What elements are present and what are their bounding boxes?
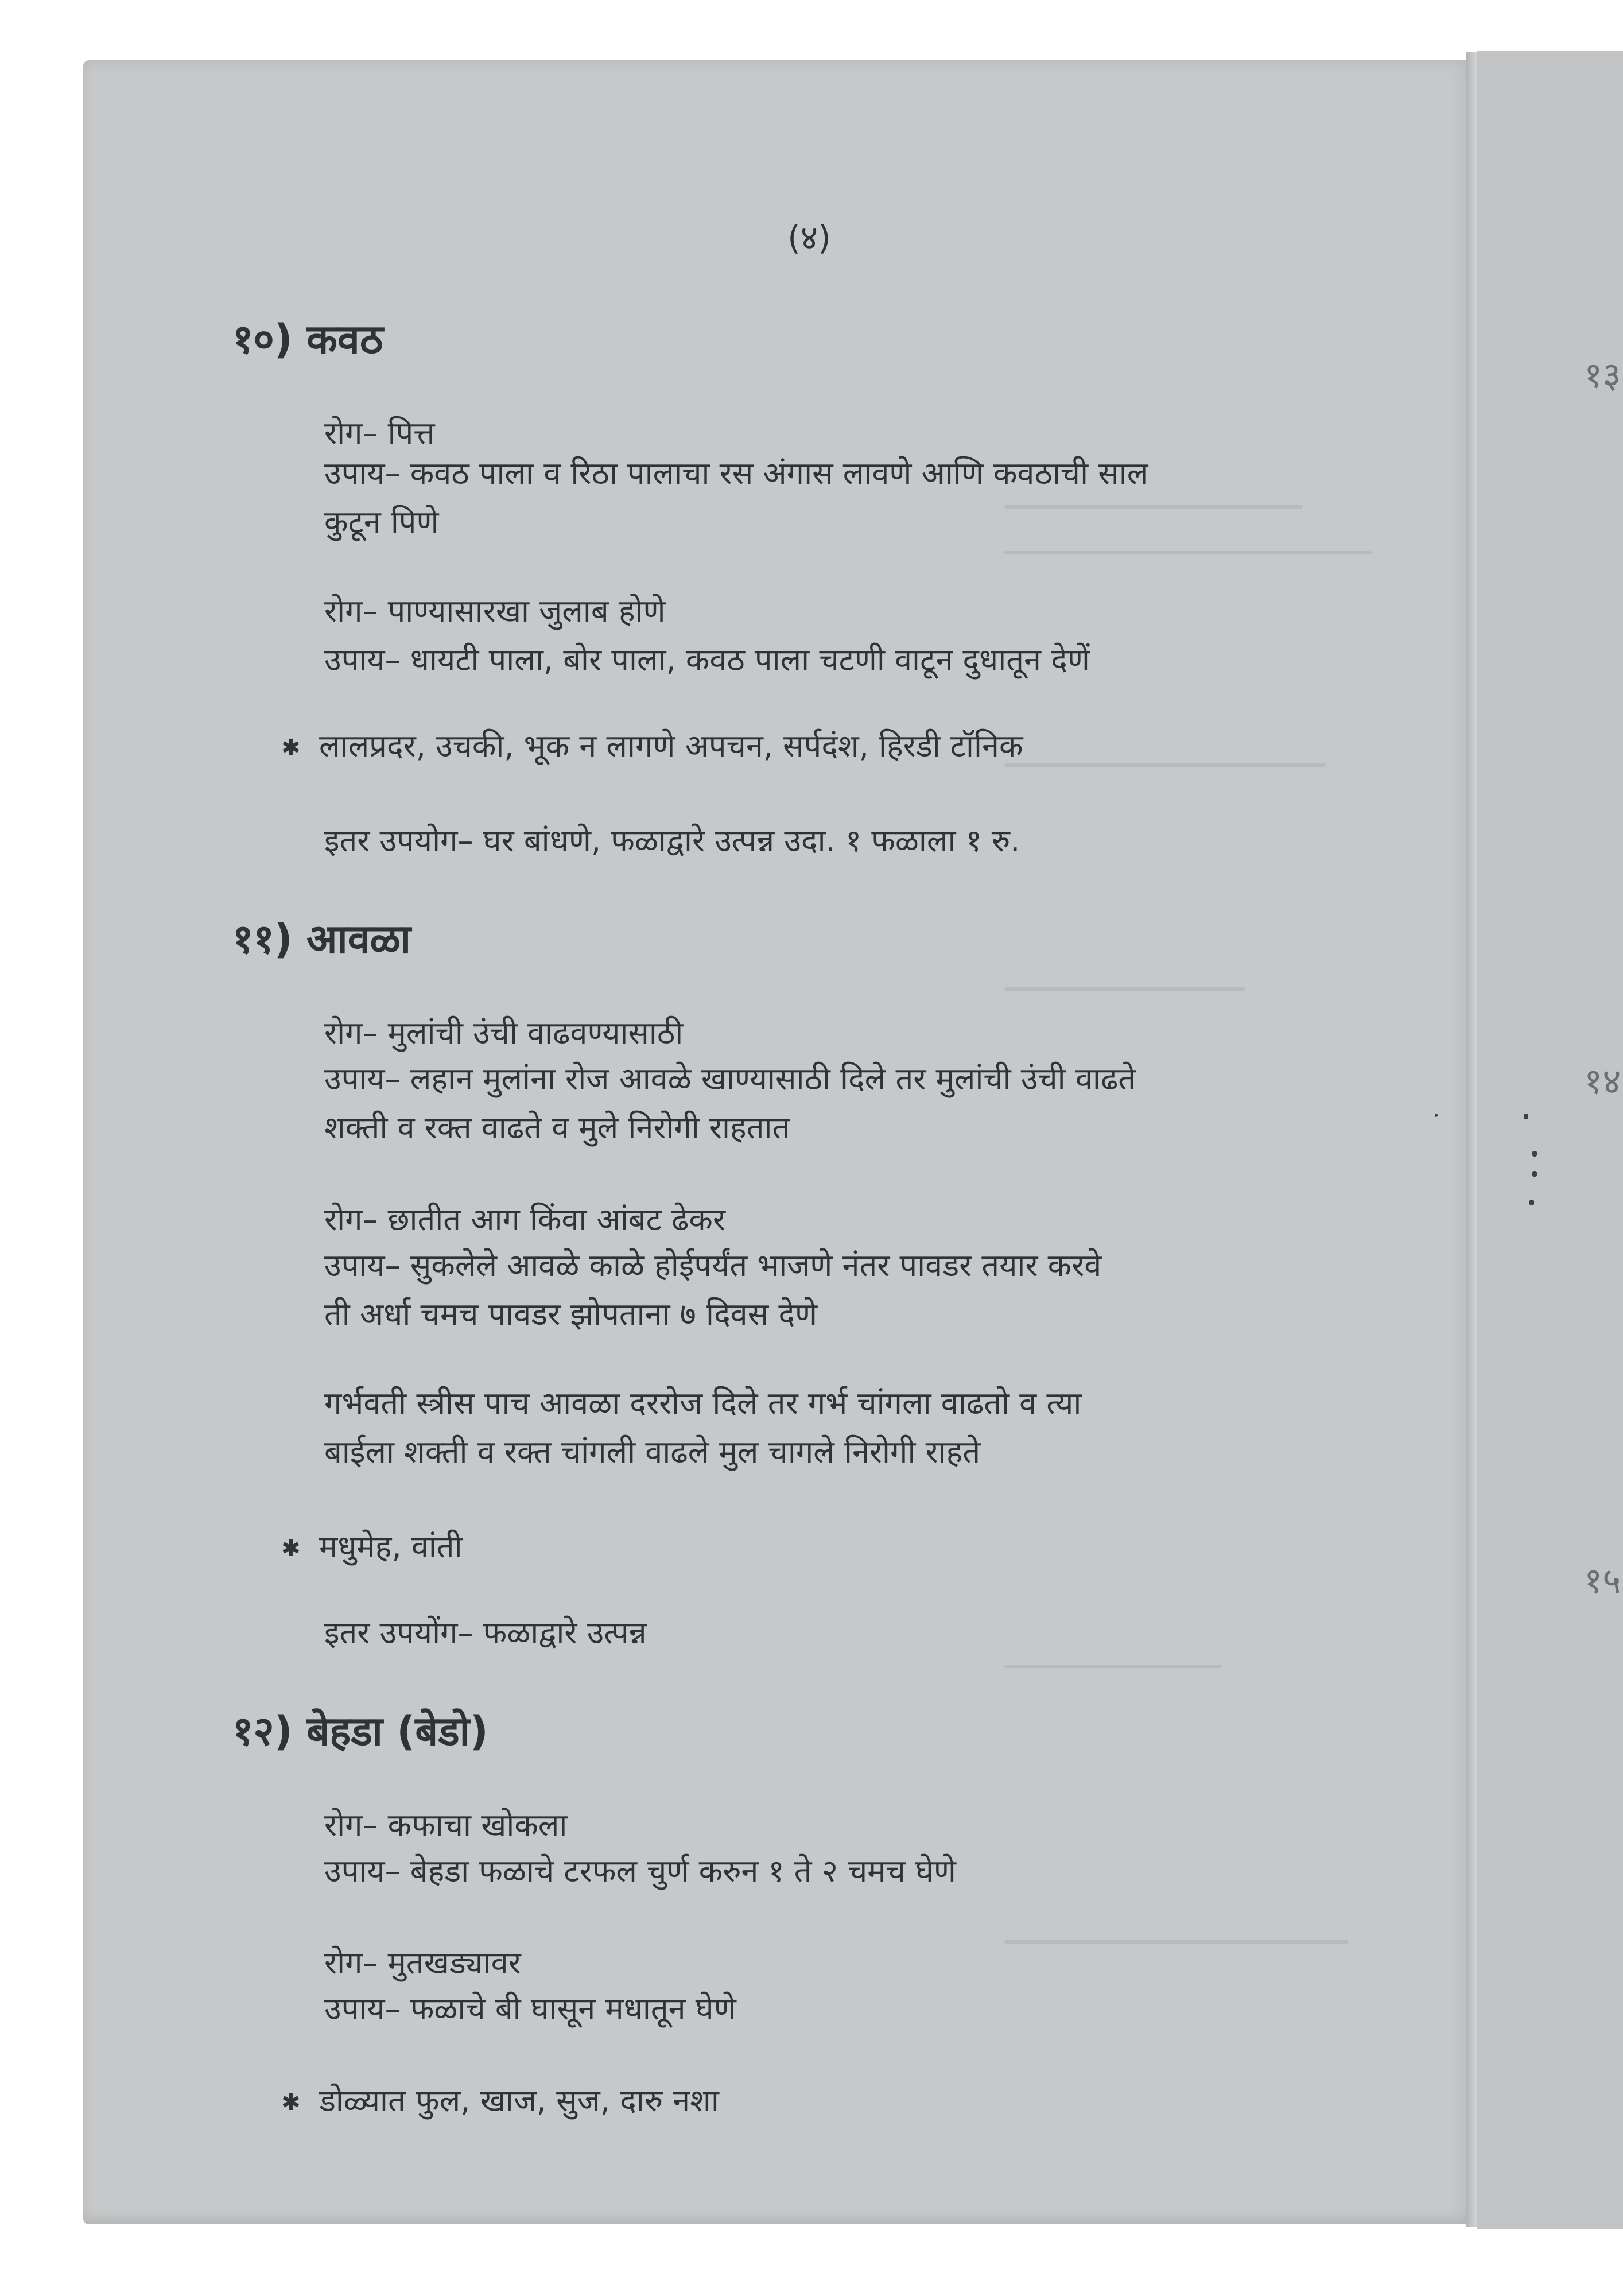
disease-line: रोग– पाण्यासारखा जुलाब होणे	[324, 593, 666, 629]
other-diseases-text: डोळ्यात फुल, खाज, सुज, दारु नशा	[319, 2082, 719, 2119]
remedy-line: उपाय– फळाचे बी घासून मधातून घेणे	[324, 1991, 736, 2027]
section-heading-kavath: १०) कवठ	[232, 316, 383, 363]
remedy-line: उपाय– लहान मुलांना रोज आवळे खाण्यासाठी दिले तर मुलांची उंची वाढते	[324, 1061, 1136, 1097]
disease-line: रोग– छातीत आग किंवा आंबट ढेकर	[324, 1201, 725, 1238]
disease-line: रोग– कफाचा खोकला	[324, 1807, 568, 1843]
section-heading-behda: १२) बेहडा (बेडो)	[232, 1708, 488, 1755]
note-line: गर्भवती स्त्रीस पाच आवळा दररोज दिले तर गर्भ चांगला वाढतो व त्या	[324, 1385, 1082, 1421]
remedy-line: ती अर्धा चमच पावडर झोपताना ७ दिवस देणे	[324, 1296, 818, 1332]
paper-speck	[1435, 1114, 1438, 1117]
disease-line: रोग– मुलांची उंची वाढवण्यासाठी	[324, 1015, 684, 1051]
asterisk-icon: ✱	[281, 735, 301, 762]
disease-line: रोग– पित्त	[324, 415, 435, 451]
show-through-line	[1004, 763, 1326, 767]
remedy-line: शक्ती व रक्त वाढते व मुले निरोगी राहतात	[324, 1110, 790, 1146]
page-number: (४)	[787, 218, 831, 257]
facing-page-number-fragment: १४	[1584, 1060, 1621, 1102]
facing-page-number-fragment: १५	[1584, 1560, 1621, 1601]
page-gutter	[1466, 52, 1477, 2227]
note-line: बाईला शक्ती व रक्त चांगली वाढले मुल चागले निरोगी राहते	[324, 1434, 981, 1470]
facing-page-number-fragment: १३	[1584, 354, 1621, 396]
paper-speck	[1532, 1171, 1537, 1177]
remedy-line: उपाय– कवठ पाला व रिठा पालाचा रस अंगास लावणे आणि कवठाची साल	[324, 455, 1148, 491]
paper-speck	[1529, 1200, 1534, 1205]
paper-speck	[1532, 1151, 1537, 1157]
remedy-line: उपाय– बेहडा फळाचे टरफल चुर्ण करुन १ ते २ चमच घेणे	[324, 1853, 956, 1889]
remedy-line: उपाय– धायटी पाला, बोर पाला, कवठ पाला चटणी वाटून दुधातून देणें	[324, 642, 1090, 678]
other-uses-line: इतर उपयोग– घर बांधणे, फळाद्वारे उत्पन्न उदा. १ फळाला १ रु.	[324, 823, 1020, 859]
other-diseases-text: मधुमेह, वांती	[319, 1529, 463, 1565]
show-through-line	[1004, 1940, 1349, 1944]
other-diseases-line	[281, 723, 1023, 766]
show-through-line	[1004, 505, 1303, 509]
remedy-line: कुटून पिणे	[324, 504, 439, 540]
other-uses-line: इतर उपयोंग– फळाद्वारे उत्पन्न	[324, 1615, 647, 1651]
show-through-line	[1004, 1665, 1222, 1668]
asterisk-icon: ✱	[281, 2089, 301, 2116]
show-through-line	[1004, 551, 1372, 554]
other-diseases-text: लालप्रदर, उचकी, भूक न लागणे अपचन, सर्पदंश, हिरडी टॉनिक	[319, 728, 1023, 764]
asterisk-icon: ✱	[281, 1535, 301, 1562]
disease-line: रोग– मुतखड्यावर	[324, 1945, 521, 1981]
show-through-line	[1004, 987, 1245, 991]
other-diseases-line	[281, 2078, 719, 2120]
paper-speck	[1524, 1114, 1528, 1119]
other-diseases-line	[281, 1524, 463, 1566]
remedy-line: उपाय– सुकलेले आवळे काळे होईपर्यंत भाजणे नंतर पावडर तयार करवे	[324, 1247, 1102, 1283]
section-heading-awla: ११) आवळा	[232, 916, 411, 963]
